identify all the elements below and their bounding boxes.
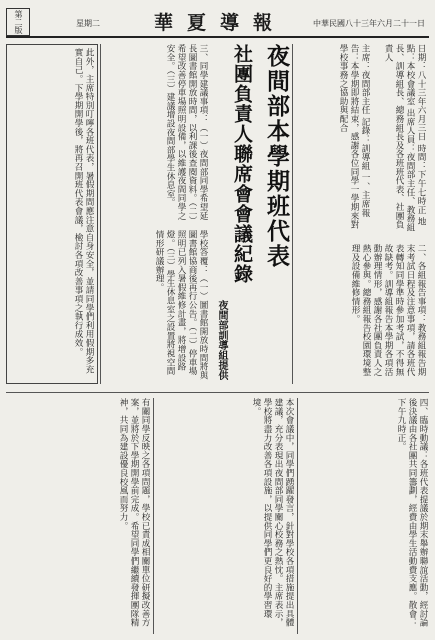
headline-main: 夜間部本學期班代表 bbox=[263, 44, 290, 269]
lower-column-right: 四、臨時動議：各班代表提議於期末舉辦聯誼活動，經討論後決議由各社團共同籌劃，經費由學生活動費支應。散會：下午九時正。 bbox=[396, 398, 428, 627]
section-rule bbox=[6, 392, 429, 393]
suggestion-column: 三、同學建議事項：（一）夜間部同學希望延長圖書館開放時間，以利課後查閱資料。（二）希望改善停車場照明設備，以維護夜間同學之安全。（三）建議增設夜間部學生休息室。 bbox=[165, 44, 208, 221]
reply-column: 學校答覆：（一）圖書館開放時間將與圖書館協商後再行公告。（二）停車場照明已列入暑假維修計畫，將增設路燈。（三）學生休息室之設置將視空間情形研議辦理。 bbox=[154, 230, 208, 380]
weekday: 星期二 bbox=[76, 19, 100, 28]
sidebar-text: 此外，主席特別叮嚀各班代表，暑假期間應注意自身安全，並請同學們利用假期多充實自己。下學期開學後，將再召開班代表會議，檢討各項改善事項之執行成效。 bbox=[73, 48, 94, 374]
page-label: 第二版 bbox=[6, 8, 30, 36]
masthead bbox=[6, 6, 429, 38]
column-rule bbox=[153, 398, 154, 634]
lower-column-middle: 本次會議中，同學們踴躍發言，針對學校各項措施提出具體建議，充分表現出夜間部同學關心校務之熱忱。主席表示，學校將盡力改善各項設施，以提供同學們更良好的學習環境。 bbox=[251, 398, 294, 627]
meta-column: 日期：八十三年六月三日 時間：下午七時正 地點：本校會議室 出席人員：夜間部主任、教務組長、訓導組長、總務組長及各班班代表、社團負責人 bbox=[383, 44, 426, 232]
column-rule bbox=[297, 398, 298, 634]
column-rule bbox=[100, 44, 101, 384]
lower-column-left: 有關同學反映之各項問題，學校已責成相關單位研擬改善方案，並將於下學期開學前完成。希望同學們繼續發揮團隊精神，共同為建設優良校風而努力。 bbox=[118, 398, 150, 627]
agenda-column: 主席：夜間部主任 記錄：訓導組 一、主席報告：本學期即將結束，感謝各位同學一學期來對學校事務之協助與配合 bbox=[338, 44, 370, 229]
headline-sub: 社團負責人聯席會會議紀錄 bbox=[231, 44, 253, 284]
article-credit: 夜間部訓導組提供 bbox=[216, 300, 227, 380]
column-rule bbox=[292, 44, 293, 384]
paper-title: 華夏導報 bbox=[154, 12, 287, 34]
issue-date: 中華民國八十三年六月二十一日 bbox=[313, 19, 425, 28]
report-column: 二、各組報告事項：教務組報告期末考試日程及注意事項，請各班代表轉知同學準時參加考試，不得無故缺考。訓導組報告本學期各項活動辦理情形，感謝各社團負責人之熱心參與。總務組報告校園環境整理及設備維修情形。 bbox=[350, 244, 426, 376]
